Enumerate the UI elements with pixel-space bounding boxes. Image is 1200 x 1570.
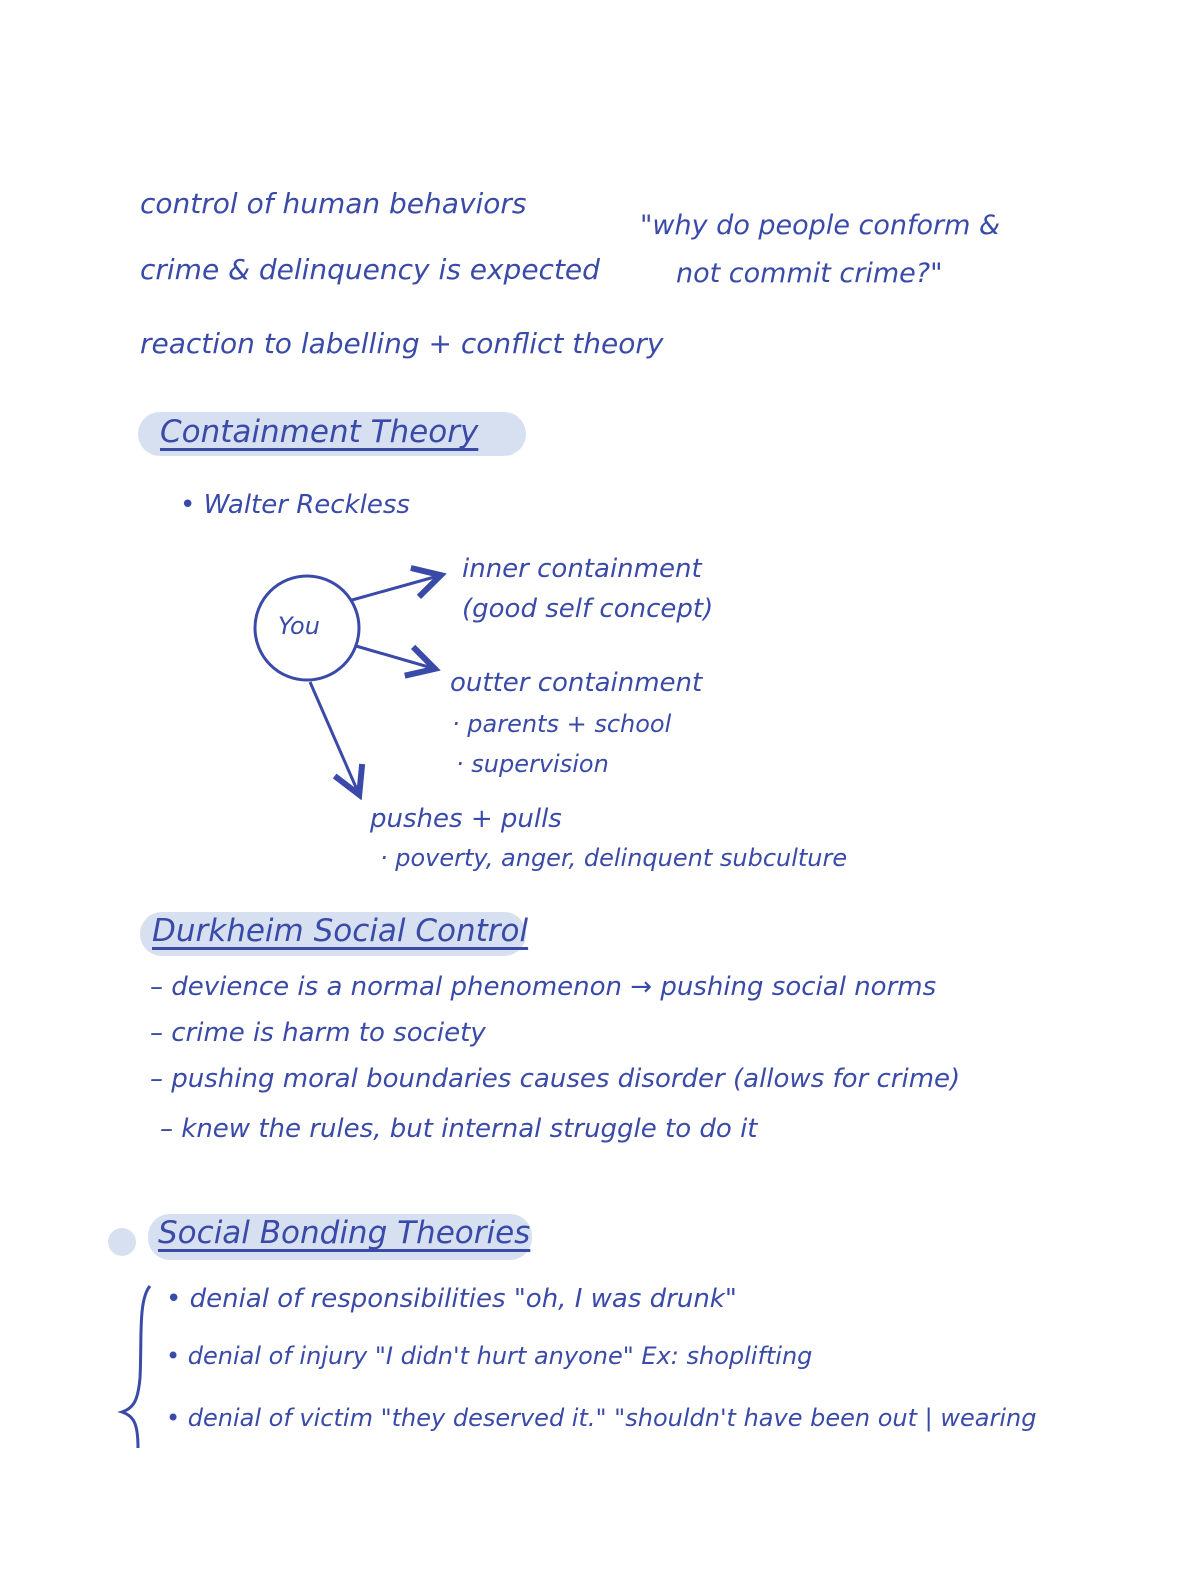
durkheim-item-1: – devience is a normal phenomenon → pushing social norms	[150, 972, 937, 1002]
outer-containment-item-1: · parents + school	[452, 710, 672, 738]
bonding-item-1: • denial of responsibilities "oh, I was drunk"	[166, 1284, 737, 1314]
intro-line-1: control of human behaviors	[140, 187, 527, 220]
containment-heading: Containment Theory	[160, 414, 479, 450]
bonding-item-2: • denial of injury "I didn't hurt anyone" Ex: shoplifting	[166, 1342, 813, 1370]
intro-quote-line-1: "why do people conform &	[640, 210, 1001, 241]
intro-line-3: reaction to labelling + conflict theory	[140, 327, 664, 360]
durkheim-item-2: – crime is harm to society	[150, 1018, 486, 1048]
durkheim-heading: Durkheim Social Control	[152, 913, 529, 949]
outer-arrow	[356, 646, 432, 668]
pushes-pulls-title: pushes + pulls	[370, 804, 562, 834]
intro-line-2: crime & delinquency is expected	[140, 253, 600, 286]
inner-containment-note: (good self concept)	[462, 594, 714, 624]
bullet-dot	[108, 1228, 136, 1256]
containment-author: • Walter Reckless	[180, 490, 410, 520]
outer-containment-item-2: · supervision	[456, 750, 609, 778]
durkheim-item-3: – pushing moral boundaries causes disorder (allows for crime)	[150, 1064, 961, 1094]
bonding-item-3: • denial of victim "they deserved it." "shouldn't have been out | wearing	[166, 1404, 1037, 1432]
inner-arrow	[352, 576, 438, 600]
pushes-pulls-item-1: · poverty, anger, delinquent subculture	[380, 844, 848, 872]
you-label: You	[278, 612, 320, 640]
bonding-heading: Social Bonding Theories	[158, 1215, 531, 1251]
outer-containment-title: outter containment	[450, 668, 703, 698]
intro-quote-line-2: not commit crime?"	[676, 258, 943, 289]
push-arrow	[310, 682, 358, 792]
durkheim-item-4: – knew the rules, but internal struggle to do it	[160, 1114, 758, 1144]
bonding-brace	[122, 1286, 150, 1448]
inner-containment-title: inner containment	[462, 554, 702, 584]
